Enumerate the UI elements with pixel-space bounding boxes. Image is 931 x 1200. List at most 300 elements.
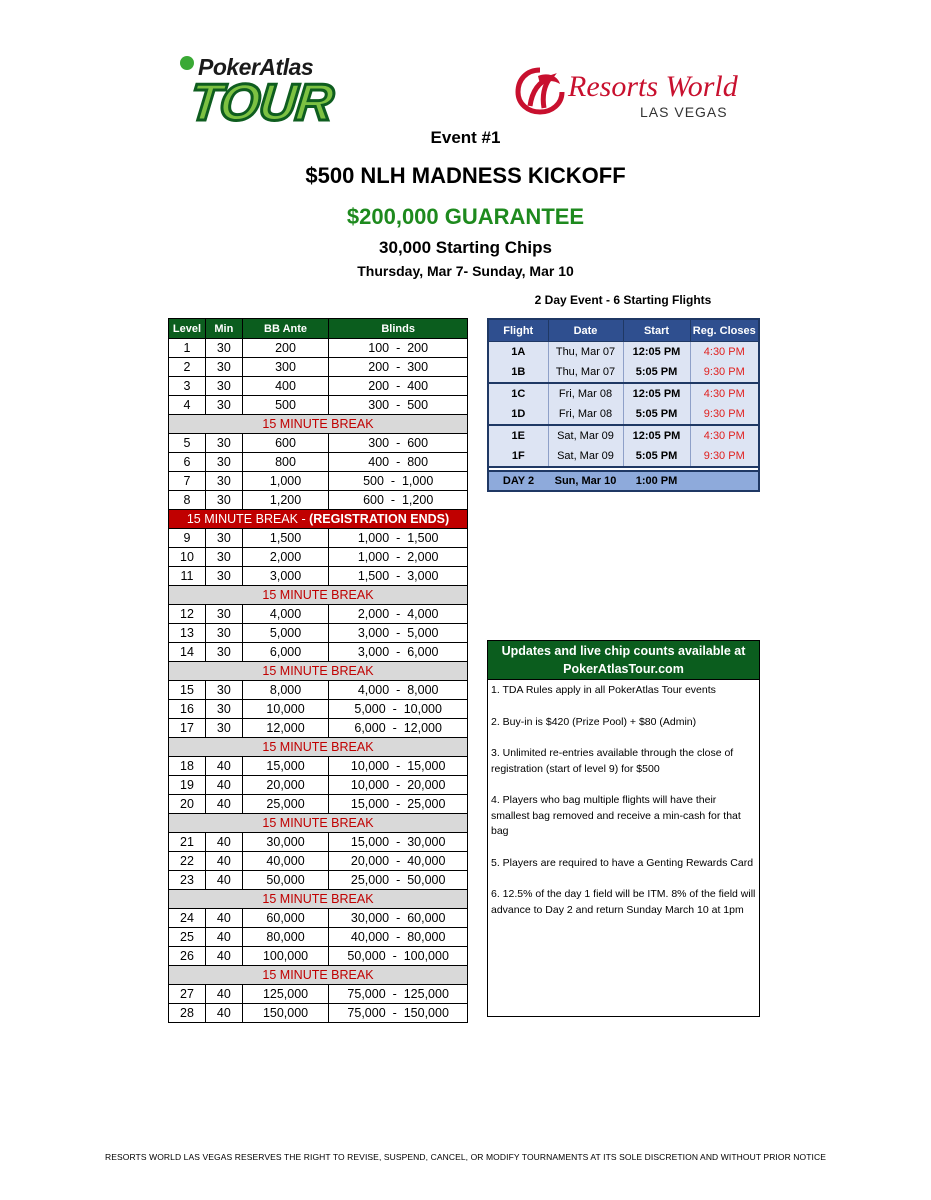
blind-separator: - [389, 379, 408, 393]
starting-chips: 30,000 Starting Chips [379, 238, 552, 257]
start-cell: 5:05 PM [623, 404, 690, 425]
blinds-cell [329, 472, 468, 491]
resorts-world-wordmark: Resorts World [568, 70, 738, 103]
small-blind: 2,000 [357, 607, 390, 621]
level-row [169, 719, 468, 738]
level-cell: 7 [169, 472, 206, 491]
big-blind: 15,000 [407, 759, 446, 773]
small-blind: 200 [368, 379, 390, 393]
start-cell: 12:05 PM [623, 383, 690, 404]
blind-separator: - [389, 854, 408, 868]
big-blind: 500 [407, 398, 429, 412]
date-cell: Thu, Mar 07 [548, 342, 623, 363]
break-row [169, 966, 468, 985]
small-blind: 4,000 [357, 683, 390, 697]
level-row [169, 700, 468, 719]
break-label: 15 MINUTE BREAK [169, 966, 468, 985]
blinds-cell [329, 548, 468, 567]
blinds-cell [329, 833, 468, 852]
info-item: 3. Unlimited re-entries available through the close of registration (start of level 9) for $500 [491, 747, 734, 775]
level-cell: 26 [169, 947, 206, 966]
level-row [169, 434, 468, 453]
flight-cell: 1E [488, 425, 548, 446]
flight-cell: 1C [488, 383, 548, 404]
small-blind: 1,000 [357, 531, 390, 545]
break-row [169, 586, 468, 605]
big-blind: 5,000 [407, 626, 439, 640]
structure-header-row [169, 319, 468, 339]
min-cell: 30 [205, 529, 242, 548]
level-cell: 3 [169, 377, 206, 396]
blinds-cell [329, 396, 468, 415]
blinds-cell [329, 719, 468, 738]
event-number: Event #1 [430, 128, 501, 147]
ante-cell: 8,000 [242, 681, 329, 700]
ante-cell: 1,500 [242, 529, 329, 548]
day2-closes [690, 471, 759, 491]
big-blind: 80,000 [407, 930, 446, 944]
big-blind: 4,000 [407, 607, 439, 621]
min-cell: 30 [205, 377, 242, 396]
blind-separator: - [389, 569, 408, 583]
day2-table [487, 470, 760, 492]
small-blind: 15,000 [350, 797, 390, 811]
min-cell: 30 [205, 643, 242, 662]
level-row [169, 567, 468, 586]
blind-separator: - [389, 759, 408, 773]
level-cell: 8 [169, 491, 206, 510]
blind-separator: - [383, 493, 402, 507]
logo-text-tour: TOUR [186, 74, 336, 132]
day2-start: 1:00 PM [623, 471, 690, 491]
small-blind: 500 [363, 474, 384, 488]
blind-separator: - [389, 360, 408, 374]
big-blind: 300 [407, 360, 429, 374]
flight-cell: 1D [488, 404, 548, 425]
min-cell: 30 [205, 719, 242, 738]
blinds-cell [329, 681, 468, 700]
min-cell: 30 [205, 396, 242, 415]
logo-text-pokeratlas: PokerAtlas [198, 54, 314, 80]
flight-cell: 1B [488, 362, 548, 383]
level-row [169, 529, 468, 548]
small-blind: 6,000 [354, 721, 386, 735]
pokeratlas-tour-logo [176, 50, 341, 135]
date-cell: Sat, Mar 09 [548, 425, 623, 446]
col-start: Start [623, 319, 690, 342]
min-cell: 40 [205, 909, 242, 928]
level-cell: 2 [169, 358, 206, 377]
small-blind: 100 [368, 341, 390, 355]
flight-row [488, 342, 759, 363]
big-blind: 25,000 [407, 797, 446, 811]
small-blind: 600 [363, 493, 384, 507]
level-row [169, 776, 468, 795]
ante-cell: 500 [242, 396, 329, 415]
min-cell: 30 [205, 624, 242, 643]
big-blind: 600 [407, 436, 429, 450]
date-cell: Fri, Mar 08 [548, 383, 623, 404]
level-cell: 9 [169, 529, 206, 548]
small-blind: 30,000 [350, 911, 390, 925]
level-cell: 18 [169, 757, 206, 776]
resorts-world-subtitle: LAS VEGAS [640, 104, 728, 120]
blinds-cell [329, 700, 468, 719]
level-cell: 11 [169, 567, 206, 586]
level-cell: 20 [169, 795, 206, 814]
level-row [169, 339, 468, 358]
small-blind: 5,000 [354, 702, 386, 716]
col-level: Level [169, 319, 206, 339]
min-cell: 30 [205, 605, 242, 624]
date-cell: Sat, Mar 09 [548, 446, 623, 467]
small-blind: 3,000 [357, 626, 390, 640]
blind-separator: - [389, 531, 408, 545]
info-item: 2. Buy-in is $420 (Prize Pool) + $80 (Admin) [491, 715, 697, 728]
start-cell: 12:05 PM [623, 425, 690, 446]
break-label: 15 MINUTE BREAK [169, 814, 468, 833]
level-cell: 16 [169, 700, 206, 719]
event-title: $500 NLH MADNESS KICKOFF [305, 163, 626, 188]
blind-separator: - [389, 911, 408, 925]
blind-separator: - [389, 835, 408, 849]
break-label: 15 MINUTE BREAK [169, 738, 468, 757]
level-row [169, 681, 468, 700]
blind-separator: - [385, 949, 404, 963]
min-cell: 30 [205, 681, 242, 700]
level-row [169, 643, 468, 662]
blind-separator: - [385, 987, 404, 1001]
ante-cell: 400 [242, 377, 329, 396]
level-row [169, 909, 468, 928]
level-cell: 5 [169, 434, 206, 453]
info-item: 1. TDA Rules apply in all PokerAtlas Tour events [491, 684, 716, 696]
small-blind: 40,000 [350, 930, 390, 944]
level-row [169, 1004, 468, 1023]
level-row [169, 871, 468, 890]
date-cell: Fri, Mar 08 [548, 404, 623, 425]
ante-cell: 2,000 [242, 548, 329, 567]
level-row [169, 985, 468, 1004]
flights-body [488, 342, 759, 486]
guarantee: $200,000 GUARANTEE [346, 204, 585, 229]
blinds-cell [329, 453, 468, 472]
min-cell: 40 [205, 985, 242, 1004]
big-blind: 20,000 [407, 778, 446, 792]
level-cell: 15 [169, 681, 206, 700]
blind-separator: - [389, 398, 408, 412]
small-blind: 50,000 [347, 949, 386, 963]
blinds-cell [329, 947, 468, 966]
blind-separator: - [385, 702, 404, 716]
level-cell: 1 [169, 339, 206, 358]
level-row [169, 472, 468, 491]
flight-cell: 1F [488, 446, 548, 467]
reg-closes-cell: 9:30 PM [690, 446, 759, 467]
small-blind: 300 [368, 436, 390, 450]
blinds-cell [329, 491, 468, 510]
blind-separator: - [389, 778, 408, 792]
min-cell: 30 [205, 491, 242, 510]
flight-row [488, 404, 759, 425]
min-cell: 30 [205, 339, 242, 358]
level-cell: 24 [169, 909, 206, 928]
col-blinds: Blinds [329, 319, 468, 339]
disclaimer: RESORTS WORLD LAS VEGAS RESERVES THE RIGHT TO REVISE, SUSPEND, CANCEL, OR MODIFY TOURNAMENTS AT ITS SOLE DISCRETION AND WITHOUT PRIOR NOTICE [104, 1152, 827, 1162]
level-row [169, 757, 468, 776]
small-blind: 75,000 [347, 1006, 386, 1020]
big-blind: 150,000 [403, 1006, 449, 1020]
ante-cell: 200 [242, 339, 329, 358]
blind-separator: - [383, 474, 402, 488]
level-cell: 13 [169, 624, 206, 643]
ante-cell: 150,000 [242, 1004, 329, 1023]
level-cell: 28 [169, 1004, 206, 1023]
min-cell: 40 [205, 1004, 242, 1023]
ante-cell: 50,000 [242, 871, 329, 890]
big-blind: 10,000 [403, 702, 442, 716]
level-row [169, 795, 468, 814]
big-blind: 12,000 [403, 721, 442, 735]
small-blind: 400 [368, 455, 390, 469]
blinds-cell [329, 605, 468, 624]
day2-flight: DAY 2 [488, 471, 548, 491]
min-cell: 30 [205, 434, 242, 453]
min-cell: 30 [205, 472, 242, 491]
blind-separator: - [385, 721, 404, 735]
ante-cell: 80,000 [242, 928, 329, 947]
small-blind: 1,500 [357, 569, 390, 583]
start-cell: 5:05 PM [623, 446, 690, 467]
blind-separator: - [389, 930, 408, 944]
blinds-cell [329, 377, 468, 396]
min-cell: 40 [205, 776, 242, 795]
blind-separator: - [389, 683, 408, 697]
level-row [169, 491, 468, 510]
level-row [169, 358, 468, 377]
flights-header-row [488, 319, 759, 342]
event-dates: Thursday, Mar 7- Sunday, Mar 10 [357, 263, 574, 279]
blinds-cell [329, 624, 468, 643]
big-blind: 40,000 [407, 854, 446, 868]
blinds-cell [329, 358, 468, 377]
big-blind: 8,000 [407, 683, 439, 697]
reg-closes-cell: 4:30 PM [690, 383, 759, 404]
level-row [169, 453, 468, 472]
ante-cell: 1,200 [242, 491, 329, 510]
big-blind: 1,200 [401, 493, 434, 507]
blinds-cell [329, 757, 468, 776]
info-body [488, 680, 759, 918]
ante-cell: 12,000 [242, 719, 329, 738]
break-label: 15 MINUTE BREAK [169, 662, 468, 681]
level-cell: 14 [169, 643, 206, 662]
ante-cell: 30,000 [242, 833, 329, 852]
blinds-cell [329, 871, 468, 890]
day2-row [488, 471, 759, 491]
level-cell: 17 [169, 719, 206, 738]
level-cell: 12 [169, 605, 206, 624]
big-blind: 3,000 [407, 569, 439, 583]
break-row [169, 738, 468, 757]
level-row [169, 928, 468, 947]
big-blind: 400 [407, 379, 429, 393]
start-cell: 5:05 PM [623, 362, 690, 383]
big-blind: 2,000 [407, 550, 439, 564]
min-cell: 40 [205, 928, 242, 947]
big-blind: 800 [407, 455, 429, 469]
min-cell: 40 [205, 795, 242, 814]
col-bb-ante: BB Ante [242, 319, 329, 339]
big-blind: 1,000 [401, 474, 434, 488]
min-cell: 30 [205, 548, 242, 567]
small-blind: 10,000 [350, 759, 390, 773]
blinds-cell [329, 795, 468, 814]
blind-structure-table [168, 318, 468, 1023]
blinds-cell [329, 1004, 468, 1023]
min-cell: 30 [205, 567, 242, 586]
ante-cell: 1,000 [242, 472, 329, 491]
level-row [169, 852, 468, 871]
registration-ends-label: (REGISTRATION ENDS) [309, 512, 450, 526]
level-cell: 6 [169, 453, 206, 472]
level-cell: 27 [169, 985, 206, 1004]
reg-closes-cell: 4:30 PM [690, 425, 759, 446]
flight-cell: 1A [488, 342, 548, 363]
structure-body [169, 339, 468, 1023]
break-row [169, 814, 468, 833]
blinds-cell [329, 567, 468, 586]
level-cell: 4 [169, 396, 206, 415]
blind-separator: - [389, 873, 408, 887]
col-reg-closes: Reg. Closes [690, 319, 759, 342]
break-label: 15 MINUTE BREAK [169, 586, 468, 605]
blinds-cell [329, 928, 468, 947]
blinds-cell [329, 852, 468, 871]
col-min: Min [205, 319, 242, 339]
small-blind: 300 [368, 398, 390, 412]
level-row [169, 377, 468, 396]
blind-separator: - [389, 341, 408, 355]
blinds-cell [329, 529, 468, 548]
ante-cell: 3,000 [242, 567, 329, 586]
break-row [169, 415, 468, 434]
blinds-cell [329, 643, 468, 662]
big-blind: 50,000 [407, 873, 446, 887]
level-row [169, 396, 468, 415]
start-cell: 12:05 PM [623, 342, 690, 363]
reg-closes-cell: 9:30 PM [690, 362, 759, 383]
ante-cell: 10,000 [242, 700, 329, 719]
min-cell: 30 [205, 700, 242, 719]
break-row [169, 890, 468, 909]
blinds-cell [329, 434, 468, 453]
ante-cell: 125,000 [242, 985, 329, 1004]
flights-note: 2 Day Event - 6 Starting Flights [534, 293, 712, 307]
min-cell: 30 [205, 453, 242, 472]
ante-cell: 20,000 [242, 776, 329, 795]
date-cell: Thu, Mar 07 [548, 362, 623, 383]
flights-table [487, 318, 760, 486]
blind-separator: - [385, 1006, 404, 1020]
big-blind: 125,000 [403, 987, 449, 1001]
big-blind: 1,500 [407, 531, 439, 545]
level-cell: 25 [169, 928, 206, 947]
ante-cell: 5,000 [242, 624, 329, 643]
blind-separator: - [389, 550, 408, 564]
big-blind: 200 [407, 341, 429, 355]
min-cell: 40 [205, 852, 242, 871]
small-blind: 25,000 [350, 873, 390, 887]
ante-cell: 40,000 [242, 852, 329, 871]
ante-cell: 15,000 [242, 757, 329, 776]
reg-closes-cell: 9:30 PM [690, 404, 759, 425]
info-box [487, 640, 760, 1017]
reg-closes-cell: 4:30 PM [690, 342, 759, 363]
day2-date: Sun, Mar 10 [548, 471, 623, 491]
break-label: 15 MINUTE BREAK [169, 890, 468, 909]
ante-cell: 100,000 [242, 947, 329, 966]
break-label: 15 MINUTE BREAK - [186, 512, 310, 526]
level-cell: 19 [169, 776, 206, 795]
break-row [169, 662, 468, 681]
ante-cell: 300 [242, 358, 329, 377]
flight-row [488, 446, 759, 467]
level-cell: 22 [169, 852, 206, 871]
level-cell: 21 [169, 833, 206, 852]
level-row [169, 947, 468, 966]
min-cell: 40 [205, 871, 242, 890]
blinds-cell [329, 776, 468, 795]
small-blind: 1,000 [357, 550, 390, 564]
resorts-world-logo [512, 66, 752, 126]
ante-cell: 4,000 [242, 605, 329, 624]
blind-separator: - [389, 436, 408, 450]
min-cell: 40 [205, 833, 242, 852]
blinds-cell [329, 985, 468, 1004]
level-cell: 23 [169, 871, 206, 890]
min-cell: 40 [205, 757, 242, 776]
ante-cell: 60,000 [242, 909, 329, 928]
flight-row [488, 362, 759, 383]
small-blind: 15,000 [350, 835, 390, 849]
blinds-cell [329, 909, 468, 928]
blind-separator: - [389, 797, 408, 811]
info-item: 4. Players who bag multiple flights will have their smallest bag removed and receive a min-cash for that bag [491, 794, 741, 837]
info-item: 5. Players are required to have a Genting Rewards Card [491, 856, 754, 869]
level-row [169, 833, 468, 852]
big-blind: 6,000 [407, 645, 439, 659]
big-blind: 100,000 [403, 949, 449, 963]
small-blind: 75,000 [347, 987, 386, 1001]
flight-row [488, 383, 759, 404]
level-row [169, 548, 468, 567]
blind-separator: - [389, 645, 408, 659]
resorts-world-emblem-icon [514, 66, 566, 116]
min-cell: 30 [205, 358, 242, 377]
info-heading: Updates and live chip counts available at PokerAtlasTour.com [488, 641, 759, 680]
blind-separator: - [389, 455, 408, 469]
ante-cell: 600 [242, 434, 329, 453]
break-label: 15 MINUTE BREAK [169, 415, 468, 434]
level-row [169, 624, 468, 643]
small-blind: 200 [368, 360, 390, 374]
col-date: Date [548, 319, 623, 342]
min-cell: 40 [205, 947, 242, 966]
ante-cell: 800 [242, 453, 329, 472]
blind-separator: - [389, 626, 408, 640]
big-blind: 30,000 [407, 835, 446, 849]
